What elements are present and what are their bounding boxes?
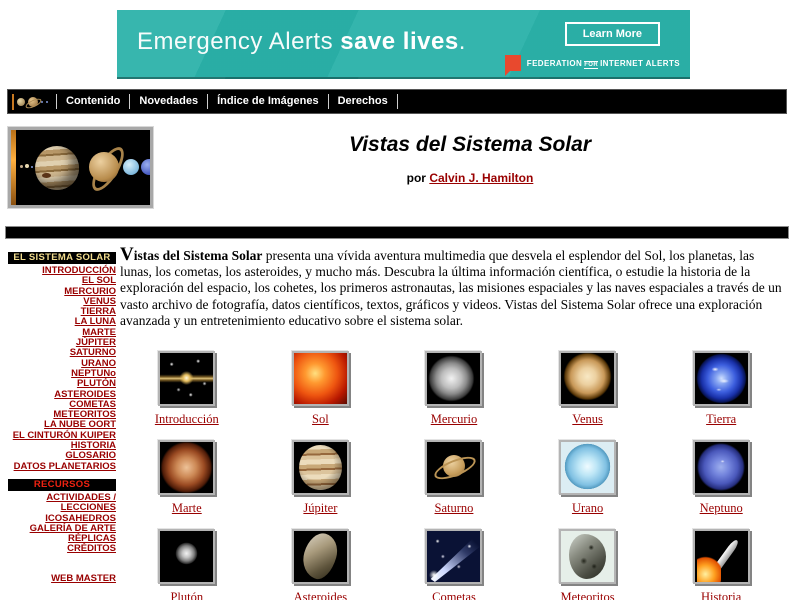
sidebar-item-cinturon-kuiper[interactable]: EL CINTURÓN KUIPER [12, 429, 116, 441]
introduccion-link[interactable]: Introducción [154, 412, 219, 426]
sidebar-item-mercurio[interactable]: MERCURIO [64, 285, 116, 297]
saturn-thumbnail[interactable] [425, 440, 482, 495]
banner-headline [137, 28, 466, 56]
sidebar-section-solar-system-title: EL SISTEMA SOLAR [8, 252, 116, 264]
flag-icon [505, 55, 521, 71]
neptune-thumbnail[interactable] [693, 440, 750, 495]
main-content [120, 244, 788, 600]
asteroides-link[interactable]: Asteroides [293, 590, 348, 600]
grid-item-cometas [387, 529, 521, 600]
solar-system-header-image [8, 127, 153, 208]
nav-item-derechos[interactable]: Derechos [328, 94, 398, 109]
venus-link[interactable]: Venus [572, 412, 603, 426]
uranus-thumbnail[interactable] [559, 440, 616, 495]
sidebar-item-replicas[interactable]: RÉPLICAS [67, 533, 116, 545]
sidebar-solar-system-links [8, 266, 116, 472]
tierra-link[interactable]: Tierra [706, 412, 737, 426]
nav-item-novedades[interactable]: Novedades [129, 94, 207, 109]
earth-thumbnail[interactable] [693, 351, 750, 406]
galaxy-thumbnail[interactable] [158, 351, 215, 406]
sidebar-item-icosahedros[interactable]: ICOSAHEDROS [45, 512, 116, 524]
page-title: Vistas del Sistema Solar [348, 133, 591, 156]
earth-dot-graphic [31, 166, 33, 168]
sidebar-item-jupiter[interactable]: JÚPITER [75, 337, 116, 349]
sidebar-item-neptuno[interactable]: NEPTUNo [71, 367, 116, 379]
sidebar-item-glosario[interactable]: GLOSARIO [65, 450, 116, 462]
separator-bar [5, 226, 789, 239]
sidebar-item-cometas[interactable]: COMETAS [69, 398, 116, 410]
sidebar-item-datos-planetarios[interactable]: DATOS PLANETARIOS [13, 460, 116, 472]
top-navbar [7, 89, 787, 114]
grid-item-pluton [120, 529, 254, 600]
planet-icon [17, 98, 25, 106]
nav-item-indice-imagenes[interactable]: Índice de Imágenes [207, 94, 327, 109]
grid-item-sol [254, 351, 388, 440]
uranus-graphic [123, 159, 139, 175]
urano-link[interactable]: Urano [571, 501, 604, 515]
intro-lead: istas del Sistema Solar [133, 248, 263, 263]
grid-item-jupiter [254, 440, 388, 529]
byline-prefix: por [406, 171, 430, 185]
sidebar-item-la-luna[interactable]: LA LUNA [74, 316, 116, 328]
sidebar-item-la-nube-oort[interactable]: LA NUBE OORT [44, 419, 116, 431]
sol-link[interactable]: Sol [312, 412, 329, 426]
grid-item-tierra [654, 351, 788, 440]
grid-item-historia [654, 529, 788, 600]
sidebar-item-urano[interactable]: URANO [81, 357, 116, 369]
intro-body: presenta una vívida aventura multimedia que desvela el esplendor del Sol, los planetas, las lunas, los cometas, los asteroides, y mucho más. Descubra la última información científica, o estudie la historia de la exploración del espacio, los cohetes, los primeros astronautas, las misiones espaciales y las naves espaciales a través de un vasto archivo de fotografía, datos científicos, textos, gráficos y videos. Vistas del Sistema Solar ofrece una exploración avanzada y un entretenimiento educativo sobre el sistema solar. [120, 248, 782, 328]
venus-dot-graphic [25, 164, 29, 168]
grid-item-meteoritos [521, 529, 655, 600]
intro-paragraph [120, 244, 788, 329]
sidebar-item-introduccion[interactable]: INTRODUCCIÓN [42, 265, 116, 276]
planet-grid [120, 351, 788, 600]
header-title-block [150, 133, 790, 185]
jupiter-graphic [35, 146, 79, 190]
grid-item-venus [521, 351, 655, 440]
planet-dot-icon [46, 101, 48, 103]
grid-item-asteroides [254, 529, 388, 600]
sidebar-item-web-master[interactable]: WEB MASTER [51, 572, 116, 584]
comet-thumbnail[interactable] [425, 529, 482, 584]
federation-word2: FOR [584, 61, 599, 68]
sidebar-item-meteoritos[interactable]: METEORITOS [53, 409, 116, 421]
sidebar-item-venus[interactable]: VENUS [83, 295, 116, 307]
author-link[interactable]: Calvin J. Hamilton [429, 171, 534, 185]
jupiter-link[interactable]: Júpiter [303, 501, 338, 515]
sidebar-item-historia[interactable]: HISTORIA [70, 440, 116, 452]
marte-link[interactable]: Marte [171, 501, 202, 515]
federation-internet-alerts-logo [505, 55, 680, 71]
byline [150, 171, 790, 185]
sidebar-item-actividades-lecciones[interactable]: ACTIVIDADES / LECCIONES [46, 491, 116, 514]
rocket-thumbnail[interactable] [693, 529, 750, 584]
saturn-graphic [89, 152, 119, 182]
solar-system-mini-icon [12, 94, 48, 110]
sidebar-item-marte[interactable]: MARTE [82, 326, 116, 338]
venus-thumbnail[interactable] [559, 351, 616, 406]
nav-item-contenido[interactable]: Contenido [56, 94, 129, 109]
ad-banner[interactable] [117, 10, 690, 79]
grid-item-saturno [387, 440, 521, 529]
saturn-icon [28, 97, 38, 107]
learn-more-button[interactable]: Learn More [565, 22, 660, 46]
grid-item-neptuno [654, 440, 788, 529]
federation-word3: INTERNET ALERTS [600, 58, 680, 68]
banner-headline-period: . [458, 28, 466, 55]
webmaster-link-wrap [8, 568, 116, 586]
federation-text [527, 59, 680, 68]
sidebar-item-creditos[interactable]: CRÉDITOS [67, 543, 116, 555]
banner-headline-light: Emergency Alerts [137, 28, 341, 55]
sun-sliver-graphic [11, 130, 16, 205]
mars-thumbnail[interactable] [158, 440, 215, 495]
sidebar-item-tierra[interactable]: TIERRA [80, 306, 116, 318]
historia-link[interactable]: Historia [701, 590, 742, 600]
federation-word1: FEDERATION [526, 58, 583, 68]
sidebar [8, 252, 116, 586]
sidebar-item-saturno[interactable]: SATURNO [69, 347, 116, 359]
pluton-link[interactable]: Plutón [170, 590, 204, 600]
mercury-dot-graphic [20, 165, 23, 168]
intro-drop-cap: V [120, 244, 134, 265]
grid-item-marte [120, 440, 254, 529]
mercurio-link[interactable]: Mercurio [430, 412, 478, 426]
mercury-thumbnail[interactable] [425, 351, 482, 406]
sidebar-item-pluton[interactable]: PLUTÓN [76, 378, 116, 390]
sidebar-section-recursos-title: RECURSOS [8, 479, 116, 491]
sidebar-item-el-sol[interactable]: EL SOL [81, 275, 116, 287]
asteroid-thumbnail[interactable] [292, 529, 349, 584]
sidebar-item-asteroides[interactable]: ASTEROIDES [54, 388, 116, 400]
grid-item-urano [521, 440, 655, 529]
grid-item-mercurio [387, 351, 521, 440]
neptuno-link[interactable]: Neptuno [699, 501, 743, 515]
cometas-link[interactable]: Cometas [432, 590, 476, 600]
meteoritos-link[interactable]: Meteoritos [560, 590, 615, 600]
sidebar-recursos-links [8, 493, 116, 555]
sun-thumbnail[interactable] [292, 351, 349, 406]
banner-headline-bold: save lives [340, 28, 459, 55]
saturno-link[interactable]: Saturno [434, 501, 474, 515]
meteorite-thumbnail[interactable] [559, 529, 616, 584]
pluto-thumbnail[interactable] [158, 529, 215, 584]
grid-item-introduccion [120, 351, 254, 440]
sidebar-item-galeria-de-arte[interactable]: GALERÍA DE ARTE [29, 522, 116, 534]
sun-strip-icon [12, 94, 14, 110]
jupiter-thumbnail[interactable] [292, 440, 349, 495]
